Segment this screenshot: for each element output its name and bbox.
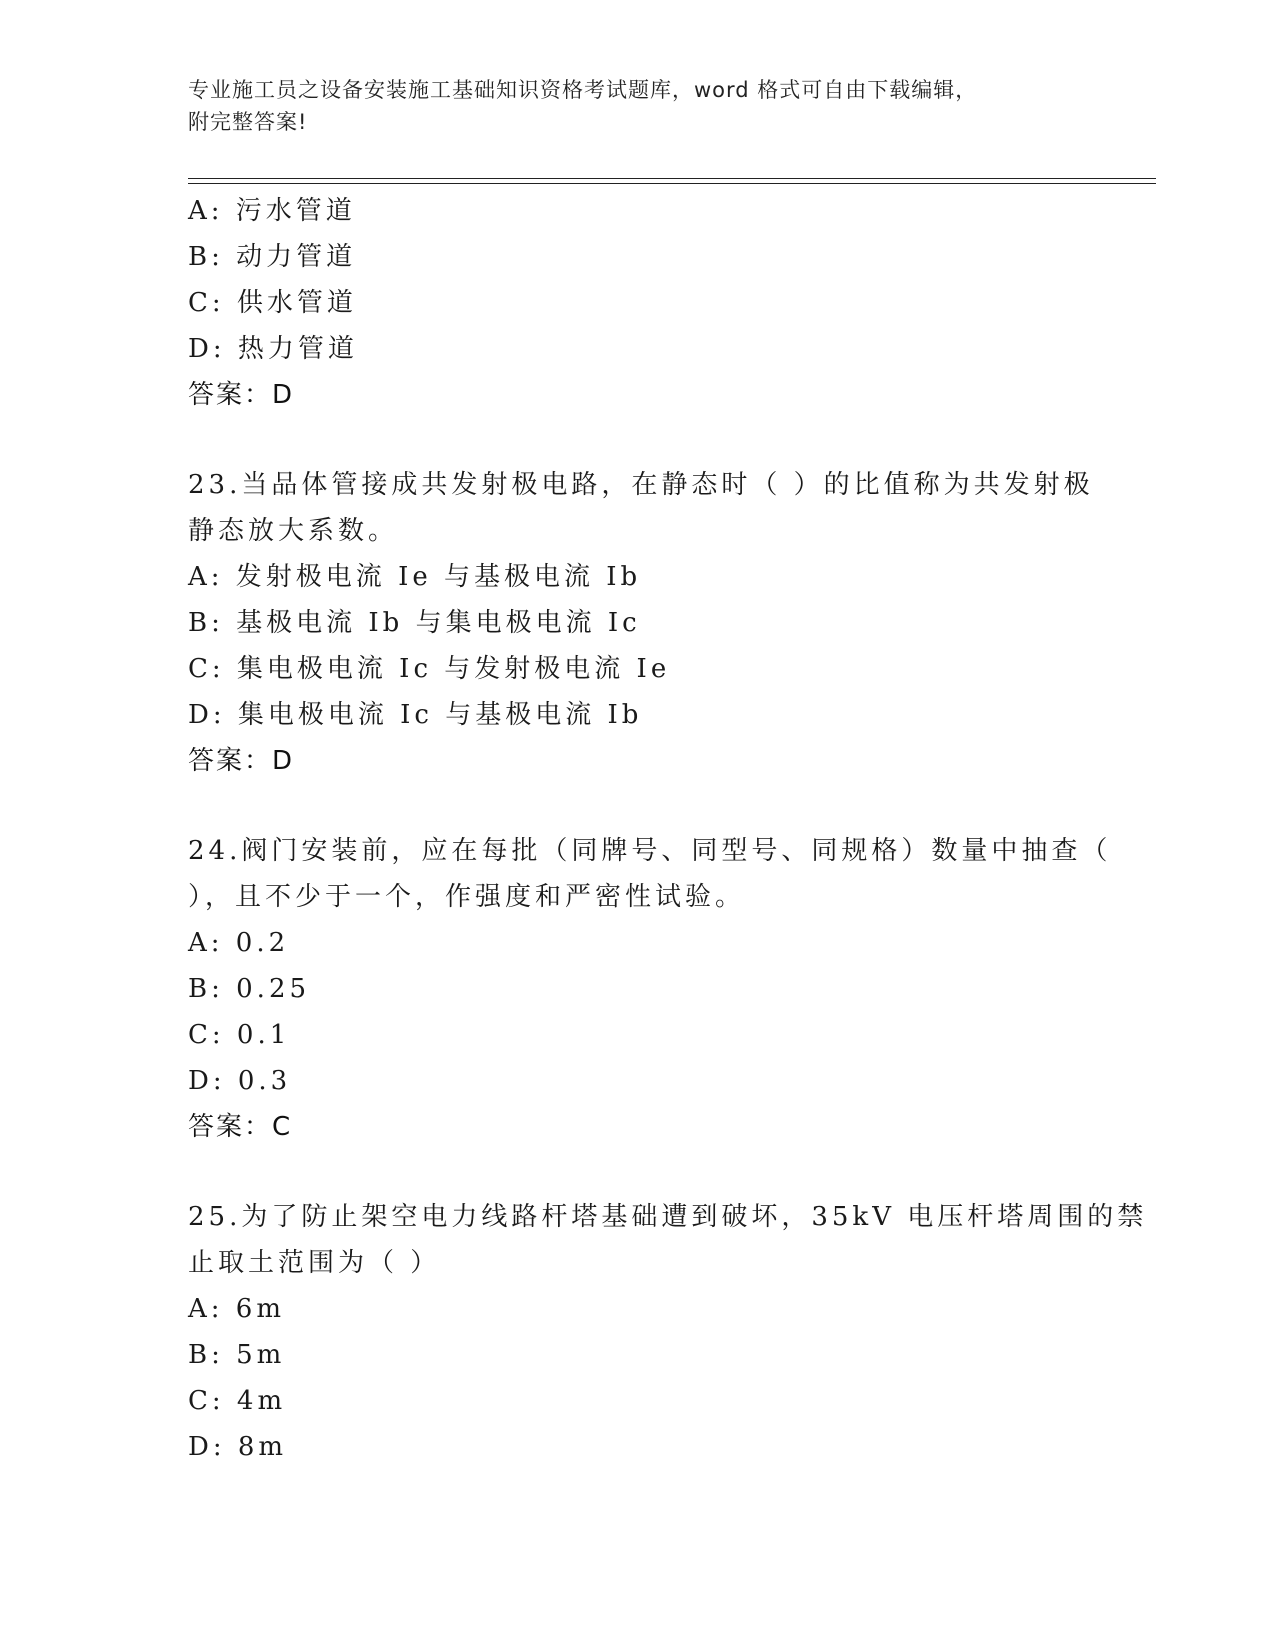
option-d: D: 热力管道 — [188, 334, 358, 364]
question-stem-line-1: 23.当品体管接成共发射极电路，在静态时（ ）的比值称为共发射极 — [188, 470, 1094, 500]
option-b: B: 动力管道 — [188, 242, 357, 272]
question-22 — [188, 188, 1108, 418]
question-stem-line-2: ），且不少于一个，作强度和严密性试验。 — [188, 882, 746, 912]
option-a: A: 发射极电流 Ie 与基极电流 Ib — [188, 562, 642, 592]
question-23 — [188, 462, 1108, 784]
option-d: D: 集电极电流 Ic 与基极电流 Ib — [188, 700, 643, 730]
header-title-line-1: 专业施工员之设备安装施工基础知识资格考试题库，word 格式可自由下载编辑， — [188, 78, 978, 102]
option-c: C: 集电极电流 Ic 与发射极电流 Ie — [188, 654, 671, 684]
option-b: B: 0.25 — [188, 974, 311, 1004]
option-c: C: 0.1 — [188, 1020, 291, 1050]
answer: 答案：D — [188, 380, 295, 410]
question-stem-line-2: 静态放大系数。 — [188, 516, 399, 546]
option-a: A: 0.2 — [188, 928, 290, 958]
spacer — [188, 784, 1108, 828]
header-divider-top — [188, 178, 1156, 179]
question-stem-line-1: 25.为了防止架空电力线路杆塔基础遭到破坏，35kV 电压杆塔周围的禁 — [188, 1202, 1148, 1232]
option-a: A: 污水管道 — [188, 196, 356, 226]
question-stem-line-1: 24.阀门安装前，应在每批（同牌号、同型号、同规格）数量中抽查（ — [188, 836, 1112, 866]
option-d: D: 0.3 — [188, 1066, 292, 1096]
option-d: D: 8m — [188, 1432, 288, 1462]
header-divider-bottom — [188, 183, 1156, 184]
option-c: C: 供水管道 — [188, 288, 357, 318]
question-25 — [188, 1194, 1148, 1470]
question-list — [188, 188, 1148, 1470]
option-c: C: 4m — [188, 1386, 287, 1416]
answer: 答案：C — [188, 1112, 293, 1142]
option-b: B: 5m — [188, 1340, 286, 1370]
answer: 答案：D — [188, 746, 295, 776]
option-b: B: 基极电流 Ib 与集电极电流 Ic — [188, 608, 641, 638]
question-24 — [188, 828, 1112, 1150]
spacer — [188, 1150, 1108, 1194]
question-stem-line-2: 止取土范围为（ ） — [188, 1248, 441, 1278]
option-a: A: 6m — [188, 1294, 285, 1324]
spacer — [188, 418, 1108, 462]
header-title-line-2: 附完整答案! — [188, 110, 308, 134]
document-header — [188, 74, 1088, 138]
